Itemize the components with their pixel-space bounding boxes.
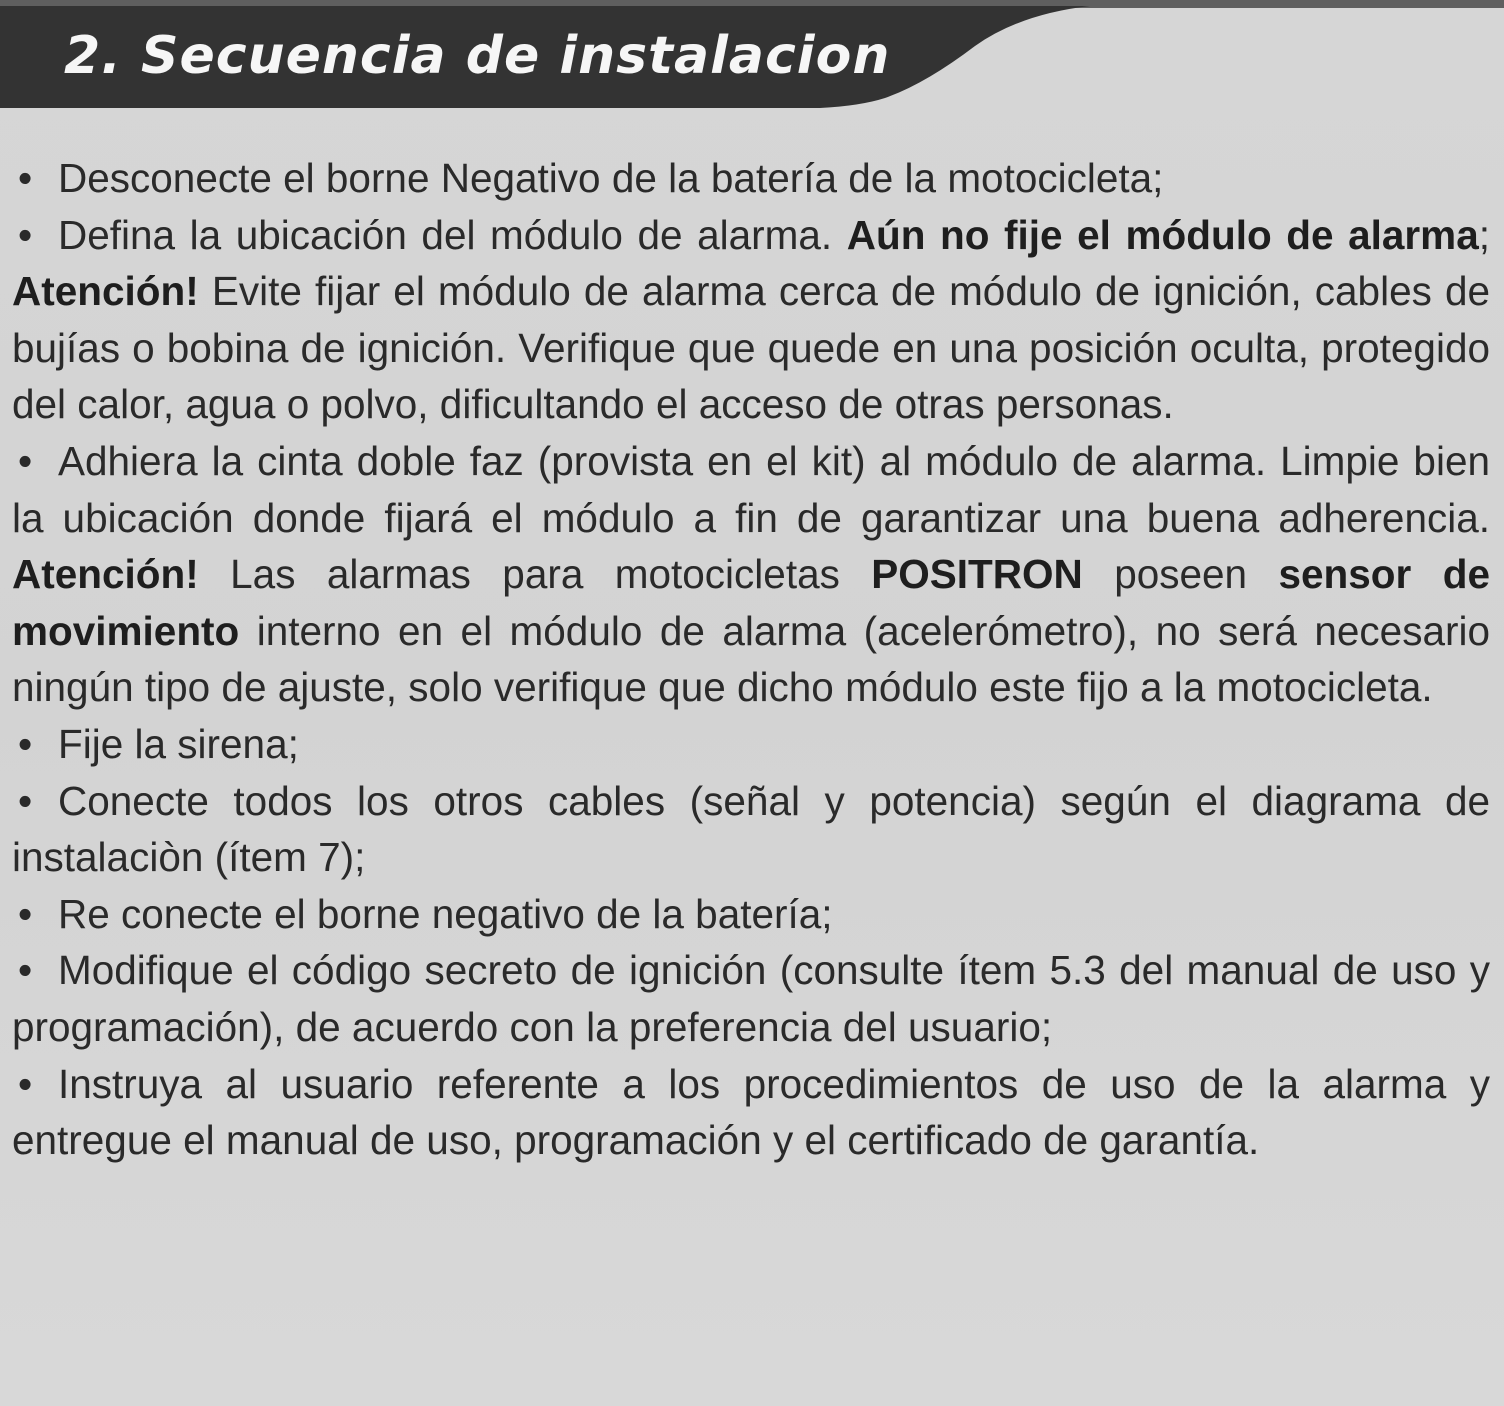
step-text: Instruya al usuario referente a los procedimientos de uso de la alarma y entregue el manual de uso, programación y el certificado de garantía.	[12, 1060, 1490, 1164]
step-text: Defina la ubicación del módulo de alarma.	[58, 211, 833, 258]
section-header	[0, 6, 1100, 110]
bullet-icon: •	[18, 947, 33, 994]
bullet-icon: •	[18, 720, 33, 767]
section-title: 2. Secuencia de instalacion	[64, 26, 891, 86]
step-item	[12, 942, 1490, 1055]
step-punctuation: ;	[1478, 211, 1490, 258]
attention-label: Atención!	[12, 551, 199, 598]
step-item	[12, 716, 1490, 773]
step-item	[12, 433, 1490, 716]
step-text: Desconecte el borne Negativo de la batería de la motocicleta;	[58, 155, 1164, 201]
step-item	[12, 1056, 1490, 1169]
attention-label: Atención!	[12, 268, 199, 315]
step-text: Modifique el código secreto de ignición (consulte ítem 5.3 del manual de uso y programación), de acuerdo con la preferencia del usuario;	[12, 947, 1490, 1050]
installation-steps	[12, 150, 1490, 1169]
step-text: Fije la sirena;	[58, 720, 299, 767]
step-text: Re conecte el borne negativo de la batería;	[58, 890, 833, 937]
step-item	[12, 207, 1490, 433]
attention-note: poseen	[1114, 551, 1248, 598]
bullet-icon: •	[18, 211, 33, 258]
step-item	[12, 773, 1490, 886]
step-emphasis: sensor de movimiento	[12, 551, 1490, 654]
step-emphasis: Aún no fije el módulo de alarma	[846, 211, 1479, 258]
bullet-icon: •	[18, 890, 33, 937]
attention-note: interno en el módulo de alarma (acelerómetro), no será necesario ningún tipo de ajuste, solo verifique que dicho módulo este fijo a la motocicleta.	[12, 607, 1490, 711]
bullet-icon: •	[18, 155, 33, 201]
attention-note: Evite fijar el módulo de alarma cerca de módulo de ignición, cables de bujías o bobina de ignición. Verifique que quede en una posición oculta, protegido del calor, agua o polvo, dificultando el acceso de otras personas.	[12, 268, 1490, 428]
brand-name: POSITRON	[871, 551, 1083, 598]
bullet-icon: •	[18, 1060, 33, 1107]
attention-note: Las alarmas para motocicletas	[230, 551, 840, 598]
step-item	[12, 886, 1490, 943]
step-text: Conecte todos los otros cables (señal y potencia) según el diagrama de instalaciòn (ítem 7);	[12, 777, 1490, 881]
bullet-icon: •	[18, 437, 33, 484]
step-item	[12, 150, 1490, 207]
bullet-icon: •	[18, 777, 33, 824]
step-text: Adhiera la cinta doble faz (provista en el kit) al módulo de alarma. Limpie bien la ubicación donde fijará el módulo a fin de garantizar una buena adherencia.	[12, 437, 1490, 541]
